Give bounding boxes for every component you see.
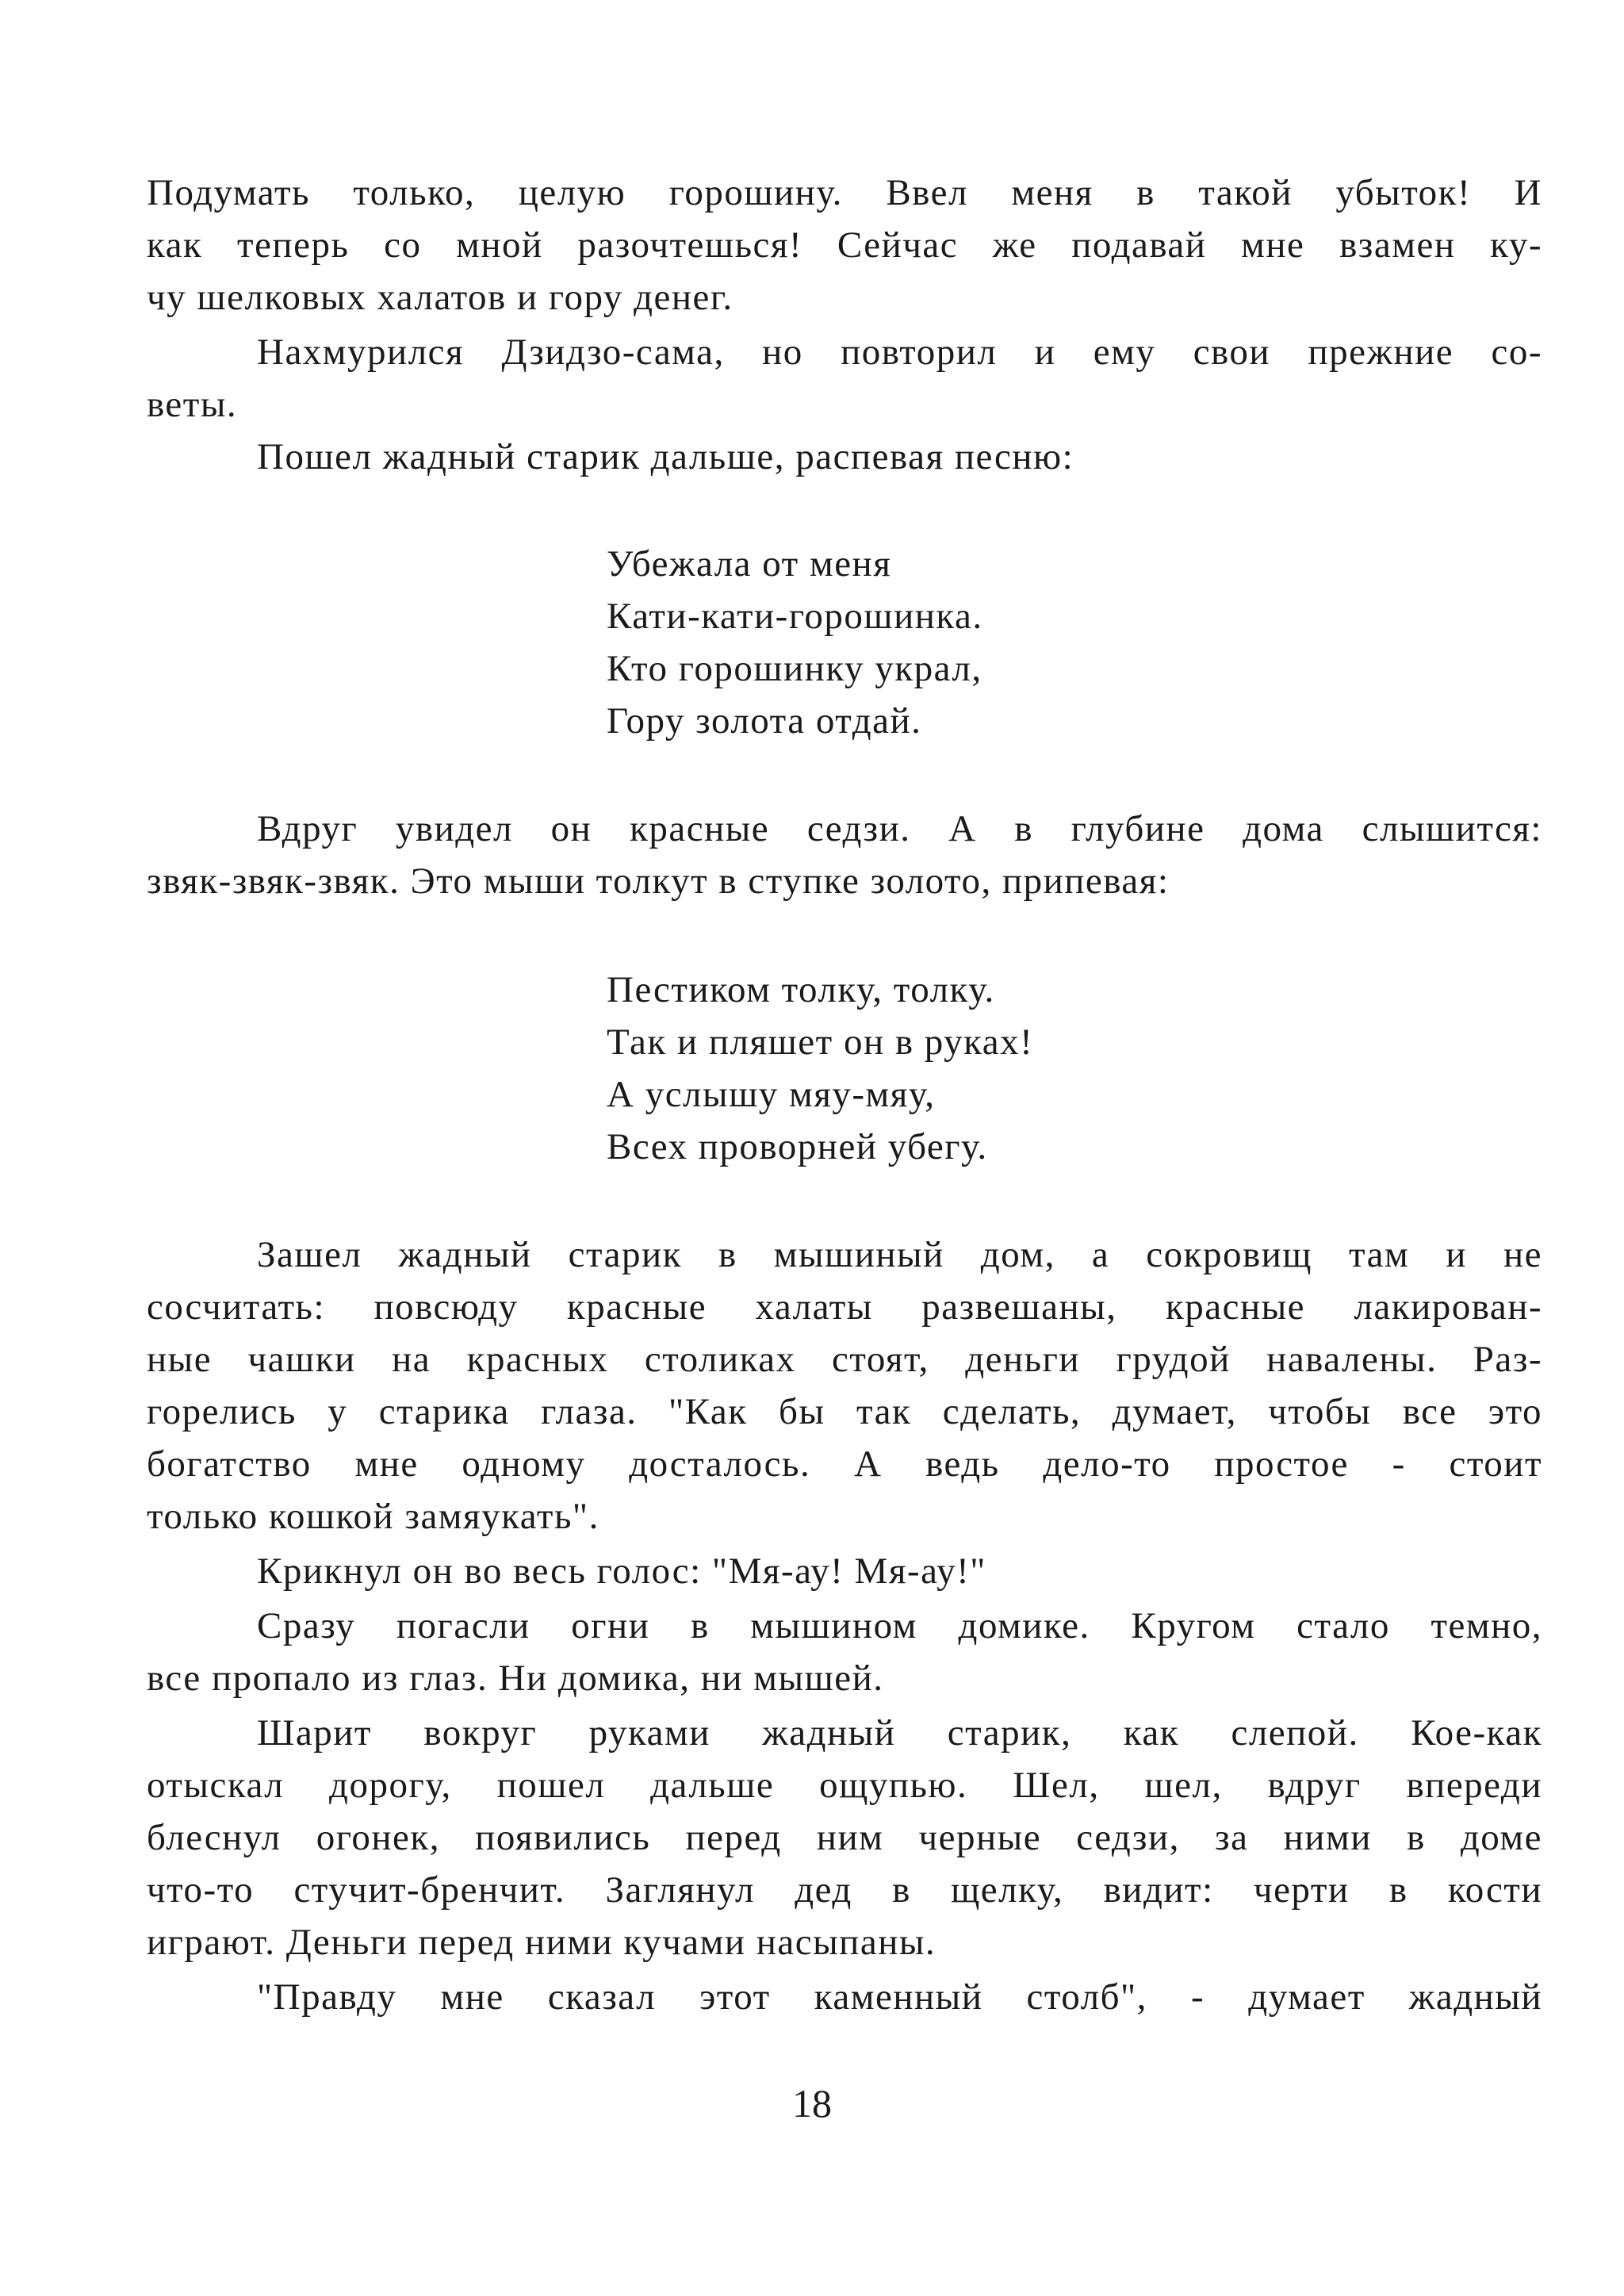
text-line: что-то стучит-бренчит. Заглянул дед в щелку, видит: черти в кости — [147, 1869, 1542, 1911]
text-line: Подумать только, целую горошину. Ввел меня в такой убыток! И — [147, 172, 1542, 213]
text-line: отыскал дорогу, пошел дальше ощупью. Шел, шел, вдруг впереди — [147, 1765, 1542, 1806]
text-line: ные чашки на красных столиках стоят, деньги грудой навалены. Раз- — [147, 1339, 1542, 1380]
text-line: богатство мне одному досталось. А ведь дело-то простое - стоит — [147, 1443, 1542, 1485]
verse-line: Кто горошинку украл, — [607, 648, 982, 689]
verse-line: Так и пляшет он в руках! — [607, 1022, 1034, 1063]
verse-line: Кати-кати-горошинка. — [607, 596, 983, 637]
text-line: как теперь со мной разочтешься! Сейчас же подавай мне взамен ку- — [147, 224, 1542, 266]
text-line: Вдруг увидел он красные седзи. А в глубине дома слышится: — [257, 808, 1542, 849]
text-line: веты. — [147, 384, 238, 425]
text-line: все пропало из глаз. Ни домика, ни мышей. — [147, 1658, 884, 1699]
verse-line: Убежала от меня — [607, 543, 892, 585]
text-line: блеснул огонек, появились перед ним черные седзи, за ними в доме — [147, 1817, 1542, 1858]
text-line: Нахмурился Дзидзо-сама, но повторил и ему свои прежние со- — [257, 332, 1542, 373]
text-line: Сразу погасли огни в мышином домике. Кругом стало темно, — [257, 1605, 1542, 1646]
verse-line: Пестиком толку, толку. — [607, 969, 995, 1010]
verse-line: Гору золота отдай. — [607, 700, 922, 742]
verse-line: А услышу мяу-мяу, — [607, 1074, 936, 1115]
page-number: 18 — [792, 2081, 832, 2125]
text-line: Зашел жадный старик в мышиный дом, а сокровищ там и не — [257, 1234, 1542, 1275]
text-line: сосчитать: повсюду красные халаты развешаны, красные лакирован- — [147, 1286, 1542, 1328]
text-line: звяк-звяк-звяк. Это мыши толкут в ступке золото, припевая: — [147, 861, 1170, 902]
verse-line: Всех проворней убегу. — [607, 1126, 988, 1167]
text-line: Шарит вокруг руками жадный старик, как слепой. Кое-как — [257, 1712, 1542, 1754]
text-line: чу шелковых халатов и гору денег. — [147, 277, 733, 318]
text-line: только кошкой замяукать". — [147, 1496, 599, 1537]
text-line: играют. Деньги перед ними кучами насыпаны. — [147, 1922, 936, 1963]
text-line: горелись у старика глаза. "Как бы так сделать, думает, чтобы все это — [147, 1391, 1542, 1432]
text-line: Крикнул он во весь голос: "Мя-ау! Мя-ау!" — [257, 1550, 986, 1592]
text-line: Пошел жадный старик дальше, распевая песню: — [257, 436, 1074, 477]
text-line: "Правду мне сказал этот каменный столб", - думает жадный — [257, 1976, 1542, 2018]
